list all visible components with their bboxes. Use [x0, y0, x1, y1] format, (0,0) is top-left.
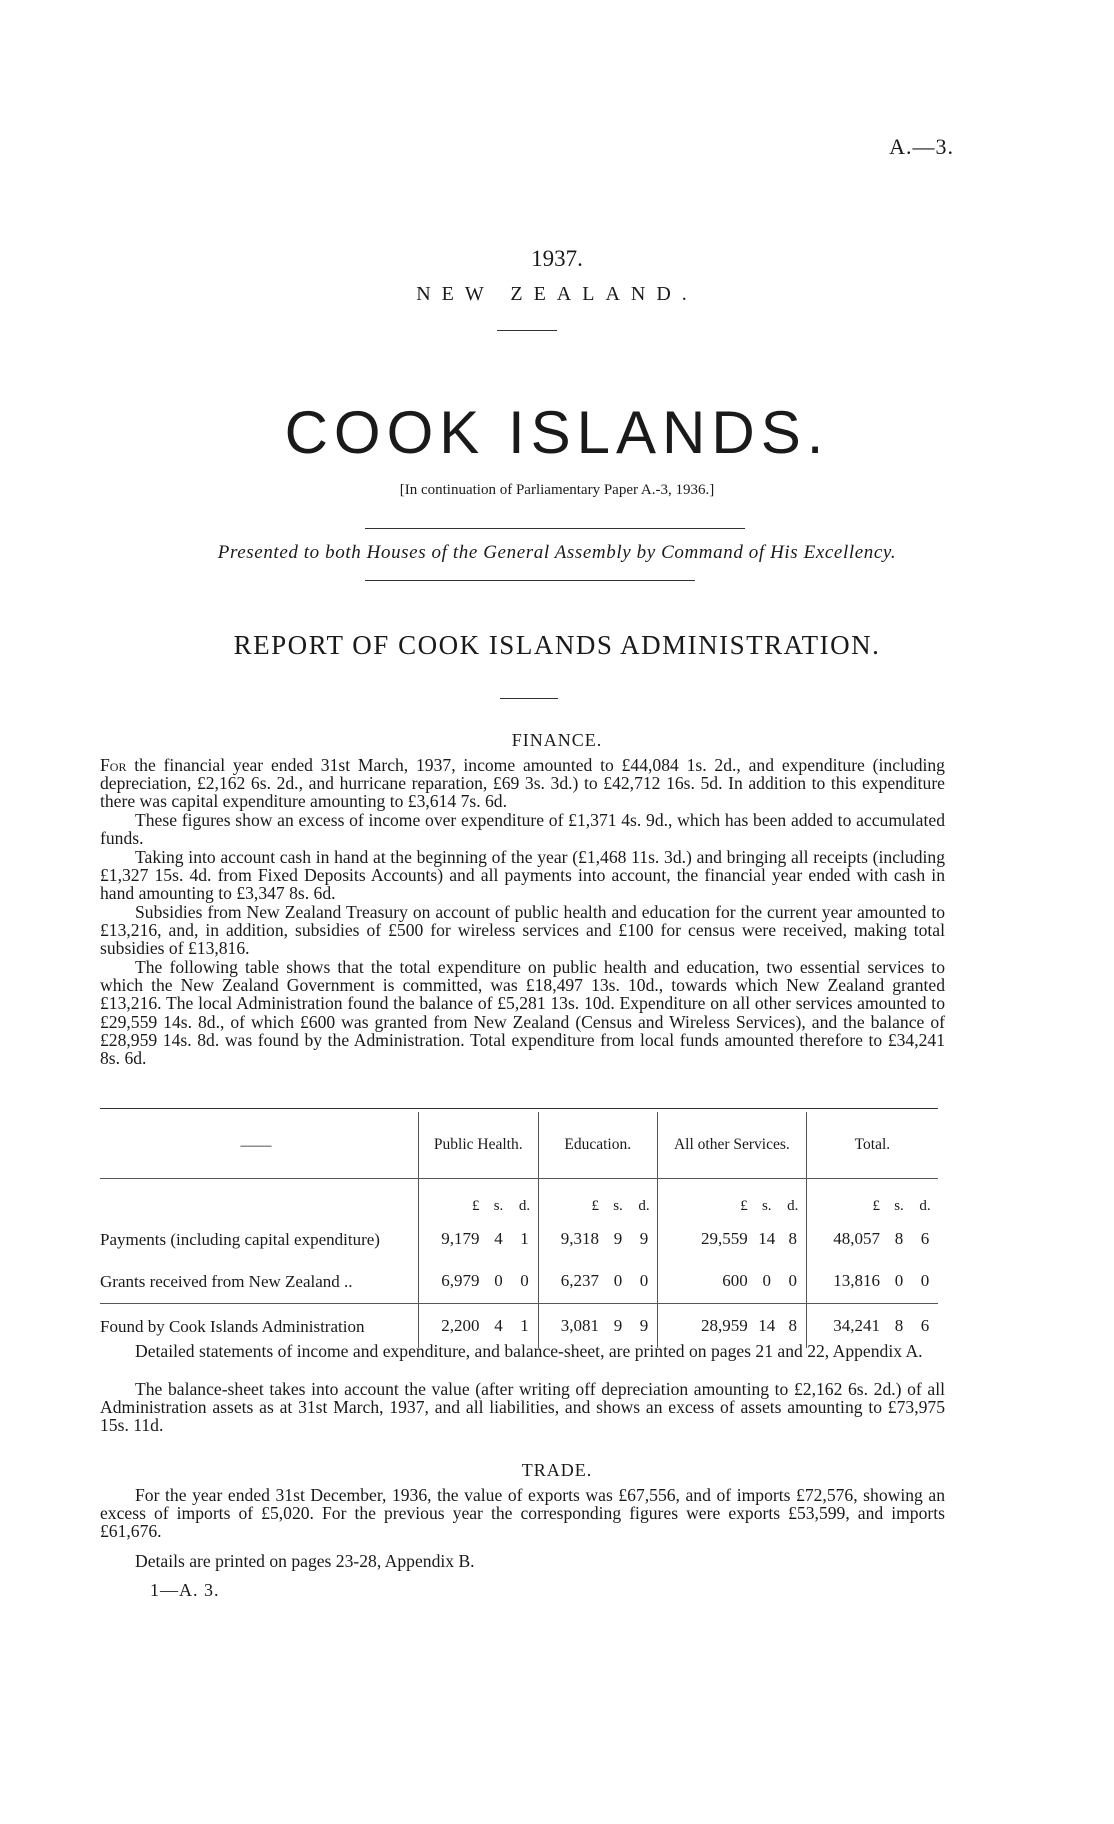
- cell-pence: 9: [639, 1229, 649, 1248]
- finance-paragraph-5: The following table shows that the total expenditure on public health and education, two essential services to which the New Zealand Government is committed, was £18,497 13s. 10d., towards which New Zealand granted £13,216. The local Administration found the balance of £5,281 13s. 10d. Expenditure on all other services amounted to £29,559 14s. 8d., of which £600 was granted from New Zealand (Census and Wireless Services), and the balance of £28,959 14s. 8d. was found by the Administration. Total expenditure from local funds amounted therefore to £34,241 8s. 6d.: [100, 957, 945, 1069]
- cell-pence: 9: [631, 1304, 658, 1349]
- table-header-row: [100, 1112, 938, 1179]
- cell-shillings: 0: [613, 1271, 623, 1290]
- unit-pence: d.: [638, 1197, 650, 1214]
- row-label: Found by Cook Islands Administration: [100, 1304, 419, 1349]
- trade-paragraph-1: For the year ended 31st December, 1936, the value of exports was £67,556, and of imports £72,576, showing an excess of imports of £5,020. For the previous year the corresponding figures were exports £53,599, and imports £61,676.: [100, 1485, 945, 1542]
- signature-mark: 1—A. 3.: [150, 1580, 220, 1600]
- row-label: Payments (including capital expenditure): [100, 1229, 380, 1249]
- cell-shillings: 14: [758, 1229, 776, 1248]
- finance-paragraph-2: These figures show an excess of income over expenditure of £1,371 4s. 9d., which has been added to accumulated funds.: [100, 810, 945, 849]
- finance-paragraph-1: [100, 756, 945, 811]
- finance-table: [100, 1112, 938, 1348]
- unit-pounds: £: [658, 1179, 754, 1220]
- divider: [497, 330, 557, 331]
- paragraph-balance-sheet: The balance-sheet takes into account the value (after writing off depreciation amounting to £2,162 6s. 2d.) of all Administration assets as at 31st March, 1937, and all liabilities, and shows an excess of assets amounting to £73,975 15s. 11d.: [100, 1379, 945, 1436]
- continuation-note: [In continuation of Parliamentary Paper A.-3, 1936.]: [399, 482, 715, 498]
- cell-pence: 8: [780, 1304, 807, 1349]
- finance-paragraph-4: Subsidies from New Zealand Treasury on account of public health and education for the current year amounted to £13,216, and, in addition, subsidies of £500 for wireless services and £100 for census were received, making total subsidies of £13,816.: [100, 902, 945, 959]
- divider: [365, 580, 695, 581]
- cell-shillings: 14: [754, 1304, 780, 1349]
- table-units-row: [100, 1179, 938, 1220]
- cell-pounds: 48,057: [806, 1219, 886, 1259]
- cell-shillings: 8: [894, 1229, 904, 1248]
- cell-pence: 1: [520, 1229, 529, 1248]
- cell-shillings: 9: [605, 1304, 631, 1349]
- cell-pence: 8: [788, 1229, 798, 1248]
- cell-pounds: 28,959: [658, 1304, 754, 1349]
- row-label: Grants received from New Zealand ..: [100, 1271, 353, 1291]
- unit-shillings: s.: [894, 1197, 904, 1214]
- column-header-total: Total.: [806, 1112, 938, 1179]
- cell-pence: 1: [512, 1304, 539, 1349]
- unit-pounds: £: [419, 1179, 486, 1220]
- cell-shillings: 8: [886, 1304, 912, 1349]
- divider: [500, 698, 558, 699]
- cell-shillings: 9: [613, 1229, 623, 1248]
- first-word: For: [100, 755, 127, 775]
- finance-heading: FINANCE.: [511, 730, 603, 750]
- column-header-education: Education.: [538, 1112, 658, 1179]
- unit-pence: d.: [518, 1197, 531, 1214]
- cell-shillings: 0: [894, 1271, 904, 1290]
- document-year: 1937.: [531, 246, 583, 271]
- finance-paragraph-3: Taking into account cash in hand at the beginning of the year (£1,468 11s. 3d.) and bringing all receipts (including £1,327 15s. 4d. from Fixed Deposits Accounts) and all payments into account, the financial year ended with cash in hand amounting to £3,347 8s. 6d.: [100, 847, 945, 904]
- country-heading: NEW ZEALAND.: [416, 283, 698, 305]
- cell-shillings: 4: [486, 1304, 512, 1349]
- cell-pounds: 13,816: [806, 1259, 886, 1304]
- unit-shillings: s.: [493, 1197, 504, 1214]
- divider: [365, 528, 745, 529]
- cell-pence: 0: [639, 1271, 649, 1290]
- column-header-public-health: Public Health.: [419, 1112, 539, 1179]
- page-title: COOK ISLANDS.: [284, 399, 830, 466]
- unit-pounds: £: [806, 1179, 886, 1220]
- table-top-rule: [100, 1108, 938, 1109]
- empty-cell: [100, 1179, 419, 1220]
- unit-shillings: s.: [761, 1197, 772, 1214]
- cell-pence: 0: [788, 1271, 798, 1290]
- cell-pounds: 9,179: [419, 1219, 486, 1259]
- table-row: [100, 1259, 938, 1304]
- paragraph-detailed-statements: Detailed statements of income and expenditure, and balance-sheet, are printed on pages 21 and 22, Appendix A.: [135, 1341, 923, 1361]
- cell-pounds: 6,237: [538, 1259, 605, 1304]
- page-reference: A.—3.: [889, 134, 954, 159]
- table-corner: ——: [100, 1112, 419, 1179]
- cell-pounds: 600: [658, 1259, 754, 1304]
- paragraph-text: the financial year ended 31st March, 1937, income amounted to £44,084 1s. 2d., and expenditure (including depreciation, £2,162 6s. 2d., and hurricane reparation, £69 3s. 3d.) to £42,712 16s. 5d. In addition to this expenditure there was capital expenditure amounting to £3,614 7s. 6d.: [100, 755, 945, 812]
- cell-pounds: 9,318: [538, 1219, 605, 1259]
- cell-pence: 6: [920, 1229, 930, 1248]
- report-title: REPORT OF COOK ISLANDS ADMINISTRATION.: [233, 630, 881, 660]
- unit-pence: d.: [919, 1197, 931, 1214]
- cell-pence: 0: [920, 1271, 930, 1290]
- cell-pence: 6: [912, 1304, 938, 1349]
- cell-shillings: 4: [494, 1229, 503, 1248]
- unit-pence: d.: [787, 1197, 799, 1214]
- cell-shillings: 0: [494, 1271, 503, 1290]
- trade-heading: TRADE.: [521, 1460, 593, 1480]
- cell-pounds: 6,979: [419, 1259, 486, 1304]
- table-row: [100, 1219, 938, 1259]
- column-header-other-services: All other Services.: [658, 1112, 807, 1179]
- cell-pounds: 29,559: [658, 1219, 754, 1259]
- cell-pence: 0: [520, 1271, 529, 1290]
- unit-pounds: £: [538, 1179, 605, 1220]
- cell-pounds: 3,081: [538, 1304, 605, 1349]
- cell-pounds: 34,241: [806, 1304, 886, 1349]
- cell-shillings: 0: [762, 1271, 772, 1290]
- presented-line: Presented to both Houses of the General Assembly by Command of His Excellency.: [217, 542, 897, 563]
- trade-paragraph-2: Details are printed on pages 23-28, Appendix B.: [135, 1551, 475, 1571]
- unit-shillings: s.: [613, 1197, 623, 1214]
- cell-pounds: 2,200: [419, 1304, 486, 1349]
